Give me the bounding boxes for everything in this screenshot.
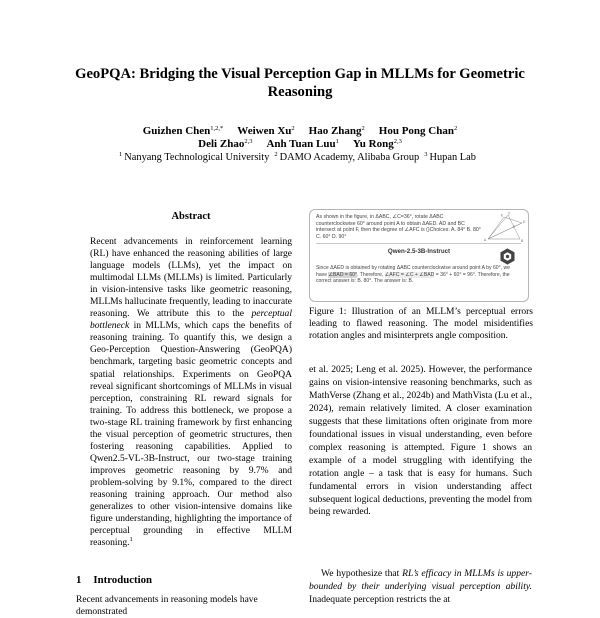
affiliation-name: Hupan Lab [429,152,476,163]
authors-row-2 [40,137,560,151]
figure-question-text: As shown in the figure, in ΔABC, ∠C=36°, rotate ΔABC counterclockwise 60° around point A to obtain ΔAED. AD and BC intersect at point F, then the degree of ∠AFC is ()Choices: A. 84° B. 80° C. 60° D. 90° [316,214,481,240]
diagram-label-b: B [521,239,524,243]
triangle-abc [488,215,520,239]
answer-highlight-1: ∠BAD = 60° [328,271,358,278]
right-column-paragraph-2 [309,568,533,605]
section-number: 1 [76,574,82,586]
affiliation-1 [274,152,419,163]
author-name: Deli Zhao [198,138,245,150]
author-affiliation-mark: 1 [335,138,339,145]
figure-1-caption: Figure 1: Illustration of an MLLM’s perceptual errors leading to flawed reasoning. The model misidentifies rotation angles and misinterprets angle composition. [309,307,533,341]
answer-part-1: Since ΔAED is obtained by rotating ΔABC counterclockwise around point A by 60°, we have [316,265,511,278]
affiliation-name: Nanyang Technological University [124,152,270,163]
affiliation-mark: 2 [274,151,278,158]
abstract-text-part1: Recent advancements in reinforcement learning (RL) have enhanced the reasoning abilities of large language models (LLMs), yet the impact on multimodal LLMs (MLLMs) is limited. Particularly in vision-intensive tasks like geometric reasoning, MLLMs hallucinate frequently, leading to inaccurate reasoning. We attribute this to the [90,236,292,320]
author-affiliation-mark: 2 [453,125,458,132]
author-name: Yu Rong [352,138,394,150]
affiliations [40,151,560,165]
author-name: Hao Zhang [308,125,362,137]
abstract-text-part2: in MLLMs, which caps the benefits of reasoning training. To quantify this, we design a Geo-Perception Question-Answering (GeoPQA) benchmark, targeting basic geometric concepts and spatial relationships. Experiments on GeoPQA reveal significant shortcomings of MLLMs in visual perception, constraining RL reward signals for training. To address this bottleneck, we propose a two-stage RL training framework by first enhancing the visual perception of geometric structures, then fostering reasoning capabilities. Applied to Qwen2.5-VL-3B-Instruct, our two-stage training improves geometric reasoning by 9.7% and problem-solving by 9.1%, compared to the direct reasoning training approach. Our method also generalizes to other vision-intensive domains like figure understanding, highlighting the importance of perceptual grounding in effective MLLM reasoning. [90,320,292,549]
paper-title [40,65,560,101]
qwen-logo-icon [498,247,517,266]
answer-part-3: = 36° + 60° = 96°. Therefore, the correct answer is: B. 80°. The answer is: B. [316,271,510,284]
authors_row1-author-1 [237,125,294,137]
authors_row2-author-1 [266,138,338,150]
title-line-1: GeoPQA: Bridging the Visual Perception Gap in MLLMs for Geometric [75,66,525,82]
figure-1-card [309,209,529,302]
abstract-emphasis: perceptual bottleneck [90,308,292,332]
affiliation-2 [424,152,476,163]
author-affiliation-mark: 2 [291,125,295,132]
triangle-aed [488,217,522,239]
answer-part-2: . Therefore, [357,271,385,278]
authors-row-1 [40,124,560,138]
affiliation-mark: 3 [424,151,428,158]
para2-emphasis: RL’s efficacy in MLLMs is upper-bounded by their underlying visual perception ability. [309,568,533,592]
authors_row1-author-3 [379,125,457,137]
para2-rest: Inadequate perception restricts the at [309,593,451,605]
introduction-text-cutoff: Recent advancements in reasoning models have demonstrated [76,595,258,617]
authors_row1-author-0 [143,125,224,137]
authors_row2-author-2 [353,138,402,150]
diagram-label-d: D [523,220,526,224]
author-affiliation-mark: 1,2,* [210,125,224,132]
title-line-2: Reasoning [267,84,333,100]
abstract-text [90,236,292,549]
author-affiliation-mark: 2 [361,125,365,132]
right-column-paragraph-1: et al. 2025; Leng et al. 2025). However, the performance gains on vision-intensive reasoning benchmarks, such as MathVerse (Zhang et al., 2024b) and MathVista (Lu et al., 2024), remain relatively limited. A closer examination suggests that these limitations often originate from more foundational issues in visual understanding, even before complex reasoning is attempted. Figure 1 shows an example of a model struggling with identifying the rotation angle – a task that is easy for humans. Such fundamental errors in vision understanding affect subsequent logical deductions, preventing the model from being rewarded. [309,364,532,518]
diagram-label-e: E [501,213,504,218]
model-name: Qwen-2.5-3B-Instruct [387,248,451,255]
abstract-heading: Abstract [171,211,211,222]
author-name: Anh Tuan Luu [266,138,336,150]
section-title: Introduction [93,574,153,586]
diagram-label-a: A [484,238,487,242]
affiliation-0 [119,152,269,163]
footnote-mark: 1 [129,536,133,544]
diagram-label-f: F [513,225,515,229]
author-affiliation-mark: 2,3 [393,138,402,145]
diagram-label-c: C [508,211,511,216]
author-name: Hou Pong Chan [378,125,454,137]
authors_row2-author-0 [198,138,252,150]
answer-highlight-2: ∠AFC = ∠C + ∠BAD [384,271,435,278]
author-name: Weiwen Xu [237,125,292,137]
geometry-diagram [482,211,526,243]
para2-start: We hypothesize that [321,568,403,579]
section-heading-introduction [76,574,152,586]
affiliation-name: DAMO Academy, Alibaba Group [279,152,420,163]
author-affiliation-mark: 2,3 [244,138,253,145]
authors_row1-author-2 [309,125,365,137]
affiliation-mark: 1 [119,151,123,158]
figure-divider [316,243,521,244]
author-name: Guizhen Chen [142,125,211,137]
model-answer-text [316,265,521,285]
